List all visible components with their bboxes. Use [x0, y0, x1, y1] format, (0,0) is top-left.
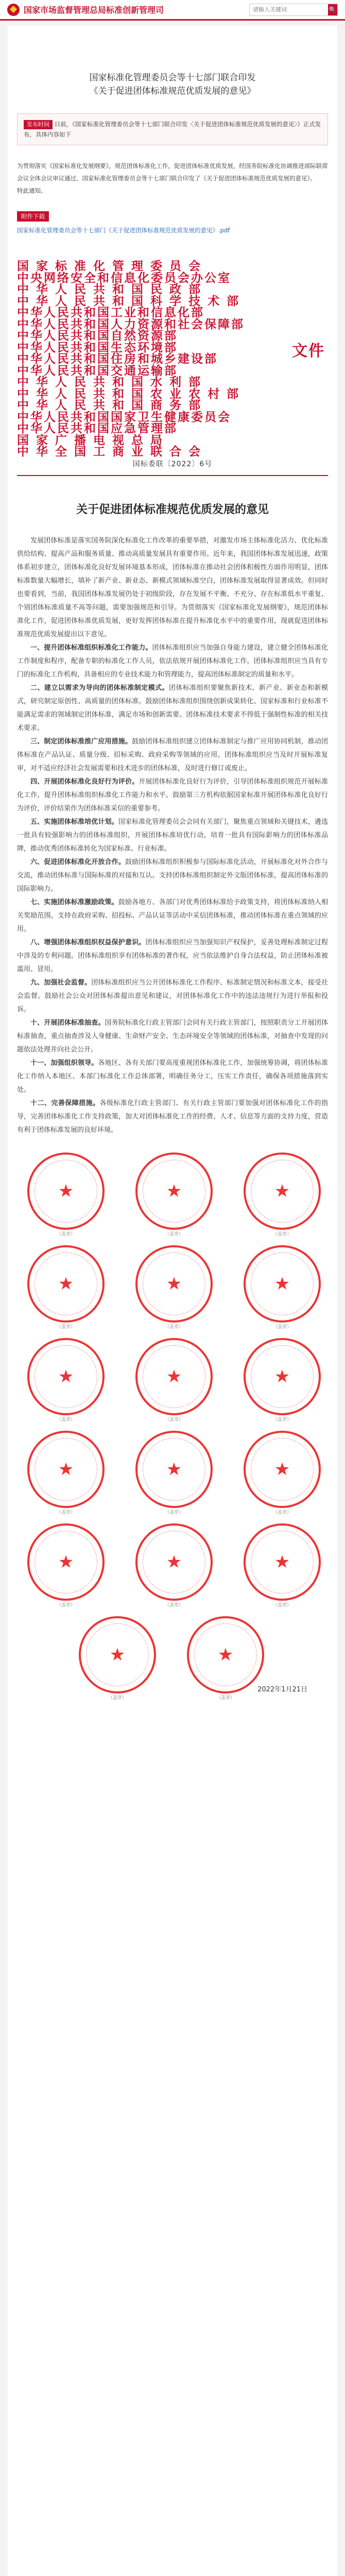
official-seal — [27, 1431, 105, 1515]
section-heading: 三、制定团体标准推广应用措施。 — [30, 738, 132, 745]
issuing-department: 中华人民共和国工业和信息化部 — [17, 306, 204, 319]
site-title: 国家市场监督管理总局标准创新管理司 — [24, 5, 164, 15]
seal-caption: （盖章） — [56, 1417, 75, 1422]
seal-caption: （盖章） — [164, 1417, 183, 1422]
issuer-list — [17, 261, 295, 458]
seal-star-icon: ★ — [166, 1552, 182, 1572]
sections — [17, 641, 328, 1137]
section-heading: 四、开展团体标准化良好行为评价。 — [30, 778, 139, 786]
section-body: 团体标准组织应当加强知识产权保护，妥善处理标准制定过程中涉及的专利问题。团体标准组织享有团体标准的著作权，应当依法维护自身合法权益，防止团体标准被滥用、冒用。 — [17, 939, 328, 973]
document-mark: 文件 — [292, 342, 325, 360]
site-brand[interactable] — [7, 4, 164, 16]
seal-star-icon: ★ — [217, 1645, 234, 1665]
section-heading: 八、增强团体标准组织权益保护意识。 — [30, 939, 146, 946]
official-seal — [244, 1245, 321, 1330]
official-seal — [27, 1338, 105, 1422]
section-body: 团体标准组织应当加强自身能力建设，建立健全团体标准化工作制度和程序，配备专职的标准化工作人员，依法依规开展团体标准化工作。团体标准组织应当具有专门的标准化工作机构，具备相应的专业技术能力和管理能力，提高团体标准制定的质量和水平。 — [17, 644, 328, 679]
seal-star-icon: ★ — [166, 1274, 182, 1294]
seal-star-icon: ★ — [274, 1459, 290, 1480]
national-emblem-icon — [7, 4, 20, 16]
official-seal — [79, 1616, 156, 1701]
section-paragraph — [17, 775, 328, 816]
seal-caption: （盖章） — [272, 1510, 291, 1515]
section-heading: 二、建立以需求为导向的团体标准制定模式。 — [30, 684, 169, 692]
issuing-department: 中央网络安全和信息化委员会办公室 — [17, 270, 231, 285]
section-body: 各级标准化行政主管部门、有关行政主管部门要加强对团体标准化工作的指导，完善团体标准化工作支持政策，加大对团体标准化工作的经费、人才、信息等方面的支持力度，营造有利于团体标准发展的良好环境。 — [17, 1099, 328, 1134]
section-heading: 五、实施团体标准培优计划。 — [30, 818, 118, 826]
seal-star-icon: ★ — [58, 1552, 74, 1572]
red-divider — [17, 475, 328, 476]
issuing-department: 中 华 人 民 共 和 国 水 利 部 — [17, 375, 202, 389]
issuing-department: 中华人民共和国交通运输部 — [17, 363, 178, 378]
section-body: 鼓励各地方、各部门对优秀团体标准给予政策支持，将团体标准纳入相关奖励范围。支持在政府采购、招投标、产品认证等活动中采信团体标准，推动团体标准在重点领域的应用。 — [17, 899, 328, 933]
seal-caption: （盖章） — [272, 1232, 291, 1237]
section-body: 鼓励团体标准组织积极参与国际标准化活动，开展标准化对外合作与交流，推动团体标准与国际标准的对接和互认。支持团体标准组织制定外文版团体标准，提高团体标准的国际影响力。 — [17, 858, 328, 893]
seal-star-icon: ★ — [58, 1181, 74, 1201]
section-body: 开展团体标准化良好行为评价，引导团体标准组织规范开展标准化工作，提升团体标准组织标准化工作能力和水平。鼓励第三方机构依据国家标准开展团体标准化良好行为评价，评价结果作为团体标准采信的重要参考。 — [17, 778, 328, 812]
seal-caption: （盖章） — [164, 1325, 183, 1330]
search-box — [249, 4, 338, 16]
section-paragraph — [17, 856, 328, 896]
notice-line: 为贯彻落实《国家标准化发展纲要》，规范团体标准化工作，促进团体标准优质发展，经国务院标准化协调推进部际联席会议全体会议审议通过，国家标准化管理委员会等十七部门联合印发了《关于促进团体标准规范优质发展的意见》。 — [17, 162, 328, 182]
issuing-department: 中 华 人 民 共 和 国 科 学 技 术 部 — [17, 294, 240, 308]
official-seal — [135, 1431, 213, 1515]
seal-star-icon: ★ — [274, 1552, 290, 1572]
seal-caption: （盖章） — [108, 1696, 127, 1701]
issuing-department: 中华人民共和国应急管理部 — [17, 421, 178, 435]
document-number: 国标委联〔2022〕6号 — [132, 460, 213, 468]
issuing-department: 中 华 全 国 工 商 业 联 合 会 — [17, 445, 202, 459]
seal-star-icon: ★ — [58, 1459, 74, 1480]
issuing-department: 中华人民共和国人力资源和社会保障部 — [17, 317, 245, 331]
issuing-department: 中 华 人 民 共 和 国 农 业 农 村 部 — [17, 386, 240, 401]
summary-box — [17, 113, 328, 145]
seal-star-icon: ★ — [274, 1274, 290, 1294]
attachment-tag: 附件下载 — [17, 211, 49, 222]
intro-paragraph: 发展团体标准是落实国务院深化标准化工作改革的重要举措，对激发市场主体标准化活力、优化标准供给结构、提高产品和服务质量、推动高质量发展具有重要作用。近年来，我国团体标准发展迅速，政策体系初步建立，团体标准化良好发展环境基本形成，团体标准在推动社会团体积极性方面作用明显，团体标准数量大幅增长，填补了新产业、新业态、新模式领域标准空白，团体标准发展取得显著成效。但同时也要看到，当前，我国团体标准发展仍处于初级阶段，存在发展不平衡、不充分、存在标准低水平重复、个别团体标准质量不高等问题，需要加强规范和引导。为贯彻落实《国家标准化发展纲要》，规范团体标准化工作，促进团体标准优质发展，更好发挥团体标准在提升标准化水平中的重要作用，现就促进团体标准规范优质发展提出以下意见。 — [17, 537, 328, 638]
seal-star-icon: ★ — [58, 1366, 74, 1387]
official-seal — [244, 1523, 321, 1608]
section-paragraph — [17, 896, 328, 936]
section-paragraph — [17, 816, 328, 856]
attachment-link[interactable]: 国家标准化管理委员会等十七部门《关于促进团体标准规范优质发展的意见》.pdf — [17, 227, 230, 234]
seal-star-icon: ★ — [166, 1181, 182, 1201]
issuing-department: 中华人民共和国自然资源部 — [17, 329, 178, 343]
seal-caption: （盖章） — [56, 1603, 75, 1608]
seal-star-icon: ★ — [166, 1366, 182, 1387]
seal-caption: （盖章） — [272, 1603, 291, 1608]
official-seal — [187, 1616, 264, 1701]
official-seal — [135, 1153, 213, 1237]
section-paragraph — [17, 1097, 328, 1137]
site-header — [0, 0, 345, 21]
issuing-department: 中华人民共和国住房和城乡建设部 — [17, 352, 218, 366]
section-body: 团体标准组织应当公开团体标准化工作程序、标准制定情况和标准文本，接受社会监督。鼓励社会公众对团体标准提出意见和建议，对团体标准化工作中的违法违规行为进行举报和投诉。 — [17, 979, 328, 1013]
seal-caption: （盖章） — [272, 1325, 291, 1330]
summary-text: 日前，《国家标准化管理委员会等十七部门联合印发〈关于促进团体标准规范优质发展的意见〉》正式发布，具体内容如下 — [24, 121, 321, 138]
section-paragraph — [17, 936, 328, 976]
seal-star-icon: ★ — [274, 1366, 290, 1387]
attachment-section — [17, 211, 328, 236]
notice-body — [17, 160, 328, 197]
section-body: 各地区、各有关部门要高度重视团体标准化工作，加强统筹协调，将团体标准化工作纳入本地区、本部门标准化工作总体部署，明确任务分工，压实工作责任，确保各项措施落到实处。 — [17, 1059, 328, 1094]
seal-area — [17, 1153, 328, 1709]
issuing-department: 中 华 人 民 共 和 国 商 务 部 — [17, 398, 202, 412]
section-body: 国家标准化管理委员会会同有关部门，聚焦重点领域和关键技术，遴选一批具有较强影响力的团体标准组织，开展团体标准培优行动，培育一批具有国际影响力的团体标准品牌，推动优秀团体标准转化为国家标准、行业标准。 — [17, 818, 328, 853]
article-title-line1: 国家标准化管理委员会等十七部门联合印发 — [89, 73, 256, 83]
official-seal — [135, 1245, 213, 1330]
section-paragraph — [17, 641, 328, 682]
main-title: 关于促进团体标准规范优质发展的意见 — [76, 503, 269, 516]
issuing-departments — [17, 259, 328, 459]
official-seal — [244, 1153, 321, 1237]
issuing-department: 中 华 人 民 共 和 国 民 政 部 — [17, 282, 202, 296]
seal-star-icon: ★ — [274, 1181, 290, 1201]
official-seal — [135, 1338, 213, 1422]
issuing-department: 中华人民共和国生态环境部 — [17, 340, 178, 354]
section-paragraph — [17, 1057, 328, 1097]
official-seal — [27, 1153, 105, 1237]
seal-star-icon: ★ — [58, 1274, 74, 1294]
seal-caption: （盖章） — [216, 1696, 235, 1701]
sign-date: 2022年1月21日 — [257, 1686, 307, 1693]
section-heading: 九、加强社会监督。 — [30, 979, 92, 987]
seal-caption: （盖章） — [164, 1232, 183, 1237]
section-heading: 七、实施团体标准激励政策。 — [30, 899, 118, 906]
seal-caption: （盖章） — [164, 1510, 183, 1515]
article-title-line2: 《关于促进团体标准规范优质发展的意见》 — [89, 86, 256, 96]
seal-caption: （盖章） — [164, 1603, 183, 1608]
section-paragraph — [17, 1016, 328, 1057]
seal-caption: （盖章） — [56, 1325, 75, 1330]
section-body: 团体标准组织要聚焦新技术、新产业、新业态和新模式，研究制定原创性、高质量的团体标准。鼓励团体标准组织围绕创新成果转化、国家标准和行业标准不能满足需求的领域制定团体标准，满足市场和创新需要。团体标准技术要求不得低于强制性标准的相关技术要求。 — [17, 684, 328, 732]
official-seal — [244, 1431, 321, 1515]
section-body: 国务院标准化行政主管部门会同有关行政主管部门，按照职责分工开展团体标准抽查，重点抽查涉及人身健康、生命财产安全、生态环境安全等领域的团体标准，对抽查中发现的问题依法处理并向社会公开。 — [17, 1019, 328, 1054]
section-paragraph — [17, 735, 328, 775]
section-heading: 十二、完善保障措施。 — [30, 1099, 100, 1107]
article-content — [8, 26, 337, 2576]
section-heading: 六、促进团体标准化开放合作。 — [30, 858, 125, 866]
issuing-department: 国 家 广 播 电 视 总 局 — [17, 433, 164, 447]
notice-line: 特此通知。 — [17, 187, 47, 194]
section-paragraph — [17, 682, 328, 735]
seal-caption: （盖章） — [56, 1232, 75, 1237]
article-title — [17, 26, 328, 98]
official-seal — [244, 1338, 321, 1422]
summary-tag: 发布时间 — [24, 120, 53, 129]
search-icon[interactable]: 🔍 — [328, 4, 337, 15]
section-heading: 十一、加强组织领导。 — [30, 1059, 98, 1067]
section-heading: 一、提升团体标准组织标准化工作能力。 — [30, 644, 152, 652]
section-heading: 十、开展团体标准抽查。 — [30, 1019, 105, 1027]
seal-caption: （盖章） — [272, 1417, 291, 1422]
official-seal — [27, 1245, 105, 1330]
official-seal — [27, 1523, 105, 1608]
seal-caption: （盖章） — [56, 1510, 75, 1515]
seal-star-icon: ★ — [166, 1459, 182, 1480]
section-paragraph — [17, 976, 328, 1016]
official-seal — [135, 1523, 213, 1608]
seal-star-icon: ★ — [109, 1645, 126, 1665]
issuing-department: 国 家 标 准 化 管 理 委 员 会 — [17, 259, 202, 273]
search-input[interactable] — [250, 5, 328, 15]
issuing-department: 中华人民共和国国家卫生健康委员会 — [17, 410, 231, 424]
section-body: 鼓励团体标准组织建立团体标准制定与推广应用协同机制，推动团体标准在产品认证、质量分级、招标采购、政府采购等领域的应用。团体标准组织应当及时开展标准复审，对不适应经济社会发展需要和技术进步的团体标准，及时进行修订或废止。 — [17, 738, 328, 772]
